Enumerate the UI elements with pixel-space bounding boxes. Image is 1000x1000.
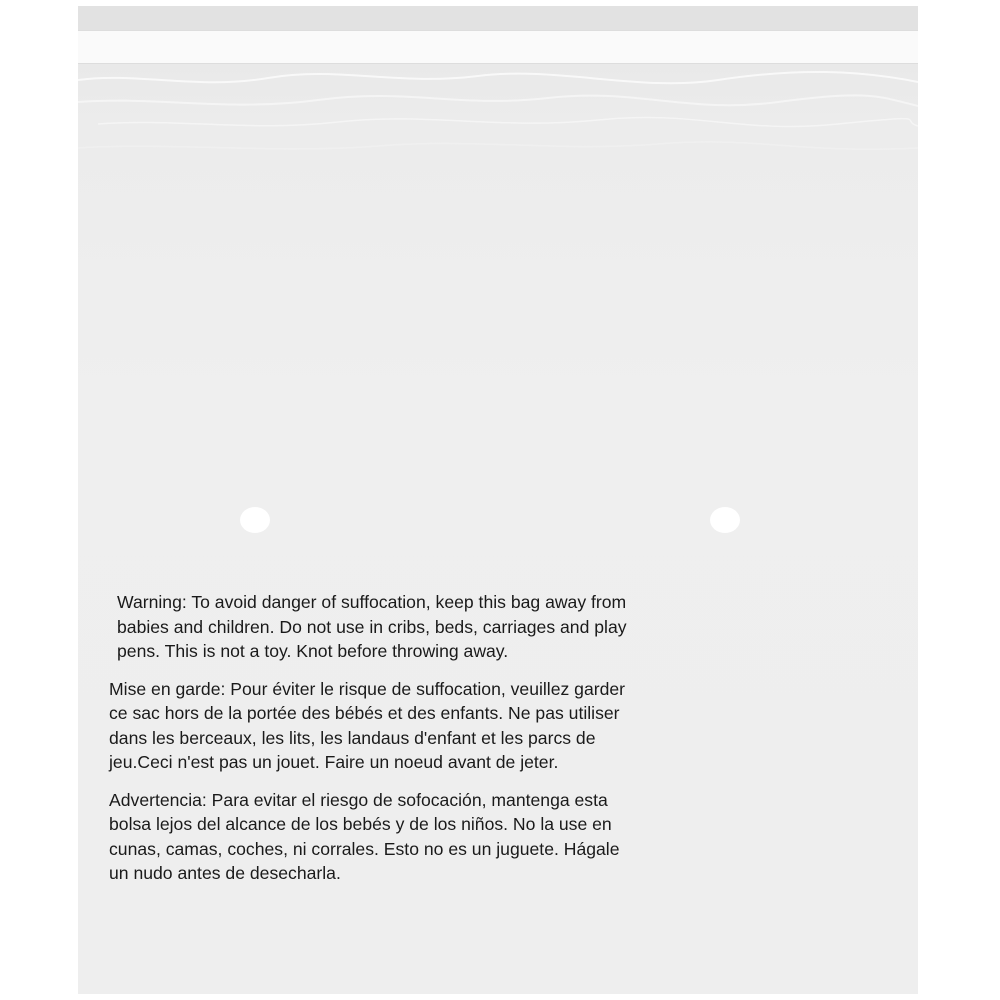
warning-line: bolsa lejos del alcance de los bebés y de los niños. No la use en: [109, 814, 612, 834]
warning-line: cunas, camas, coches, ni corrales. Esto no es un juguete. Hágale: [109, 838, 620, 859]
warning-line: Advertencia: Para evitar el riesgo de sofocación, mantenga esta: [109, 789, 608, 810]
warning-line: babies and children. Do not use in cribs, beds, carriages and play: [117, 616, 627, 637]
warning-line: un nudo antes de desecharla.: [109, 863, 341, 883]
suffocation-warning: [105, 590, 905, 899]
warning-french: [105, 677, 905, 775]
warning-line: Warning: To avoid danger of suffocation, keep this bag away from: [117, 592, 627, 612]
warning-line: pens. This is not a toy. Knot before throwing away.: [117, 641, 509, 661]
hang-hole-right: [710, 507, 740, 533]
hang-hole-left: [240, 507, 270, 533]
warning-line: ce sac hors de la portée des bébés et des enfants. Ne pas utiliser: [109, 703, 620, 723]
warning-english: [105, 590, 905, 664]
plastic-crinkle-texture: [78, 62, 918, 172]
warning-line: Mise en garde: Pour éviter le risque de suffocation, veuillez garder: [109, 678, 626, 699]
warning-line: jeu.Ceci n'est pas un jouet. Faire un noeud avant de jeter.: [109, 752, 559, 772]
bag-top-edge: [78, 6, 918, 30]
warning-spanish: [105, 788, 905, 886]
warning-line: dans les berceaux, les lits, les landaus d'enfant et les parcs de: [109, 727, 596, 748]
adhesive-seal-strip: [78, 30, 918, 64]
